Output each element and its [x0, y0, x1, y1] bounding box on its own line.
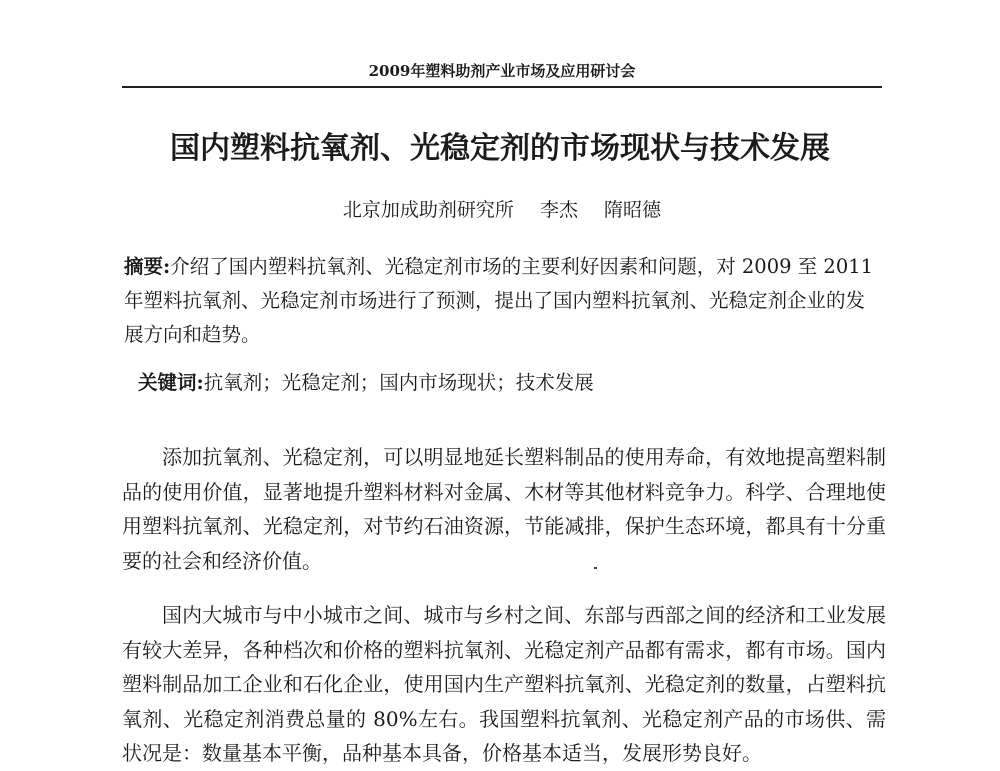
keywords — [138, 368, 884, 398]
body-paragraph: 国内大城市与中小城市之间、城市与乡村之间、东部与西部之间的经济和工业发展有较大差异，各种档次和价格的塑料抗氧剂、光稳定剂产品都有需求，都有市场。国内塑料制品加工企业和石化企业，使用国内生产塑料抗氧剂、光稳定剂的数量，占塑料抗氧剂、光稳定剂消费总量的 80%左右。我国塑料抗氧剂、光稳定剂产品的市场供、需状况是：数量基本平衡，品种基本具备，价格基本适当，发展形势良好。 — [122, 603, 886, 765]
author-name: 李杰 — [539, 199, 578, 221]
header-rule — [122, 86, 882, 88]
author-institution: 北京加成助剂研究所 — [342, 199, 514, 221]
abstract — [124, 250, 884, 352]
paper-title: 国内塑料抗氧剂、光稳定剂的市场现状与技术发展 — [170, 131, 830, 166]
author-name: 隋昭德 — [604, 199, 662, 221]
keywords-text: 抗氧剂；光稳定剂；国内市场现状；技术发展 — [203, 371, 594, 394]
running-header: 2009年塑料助剂产业市场及应用研讨会 — [368, 62, 636, 80]
abstract-text: 介绍了国内塑料抗氧剂、光稳定剂市场的主要利好因素和问题，对 2009 至 2011 年塑料抗氧剂、光稳定剂市场进行了预测，提出了国内塑料抗氧剂、光稳定剂企业的发展方向和趋势。 — [124, 255, 874, 346]
keywords-label: 关键词: — [138, 371, 204, 394]
author-line — [122, 196, 882, 224]
body-paragraph: 添加抗氧剂、光稳定剂，可以明显地延长塑料制品的使用寿命，有效地提高塑料制品的使用价值，显著地提升塑料材料对金属、木材等其他材料竞争力。科学、合理地使用塑料抗氧剂、光稳定剂，对节约石油资源，节能减排，保护生态环境，都具有十分重要的社会和经济价值。 — [122, 445, 886, 573]
scan-speck — [594, 567, 597, 569]
abstract-label: 摘要: — [124, 255, 171, 278]
